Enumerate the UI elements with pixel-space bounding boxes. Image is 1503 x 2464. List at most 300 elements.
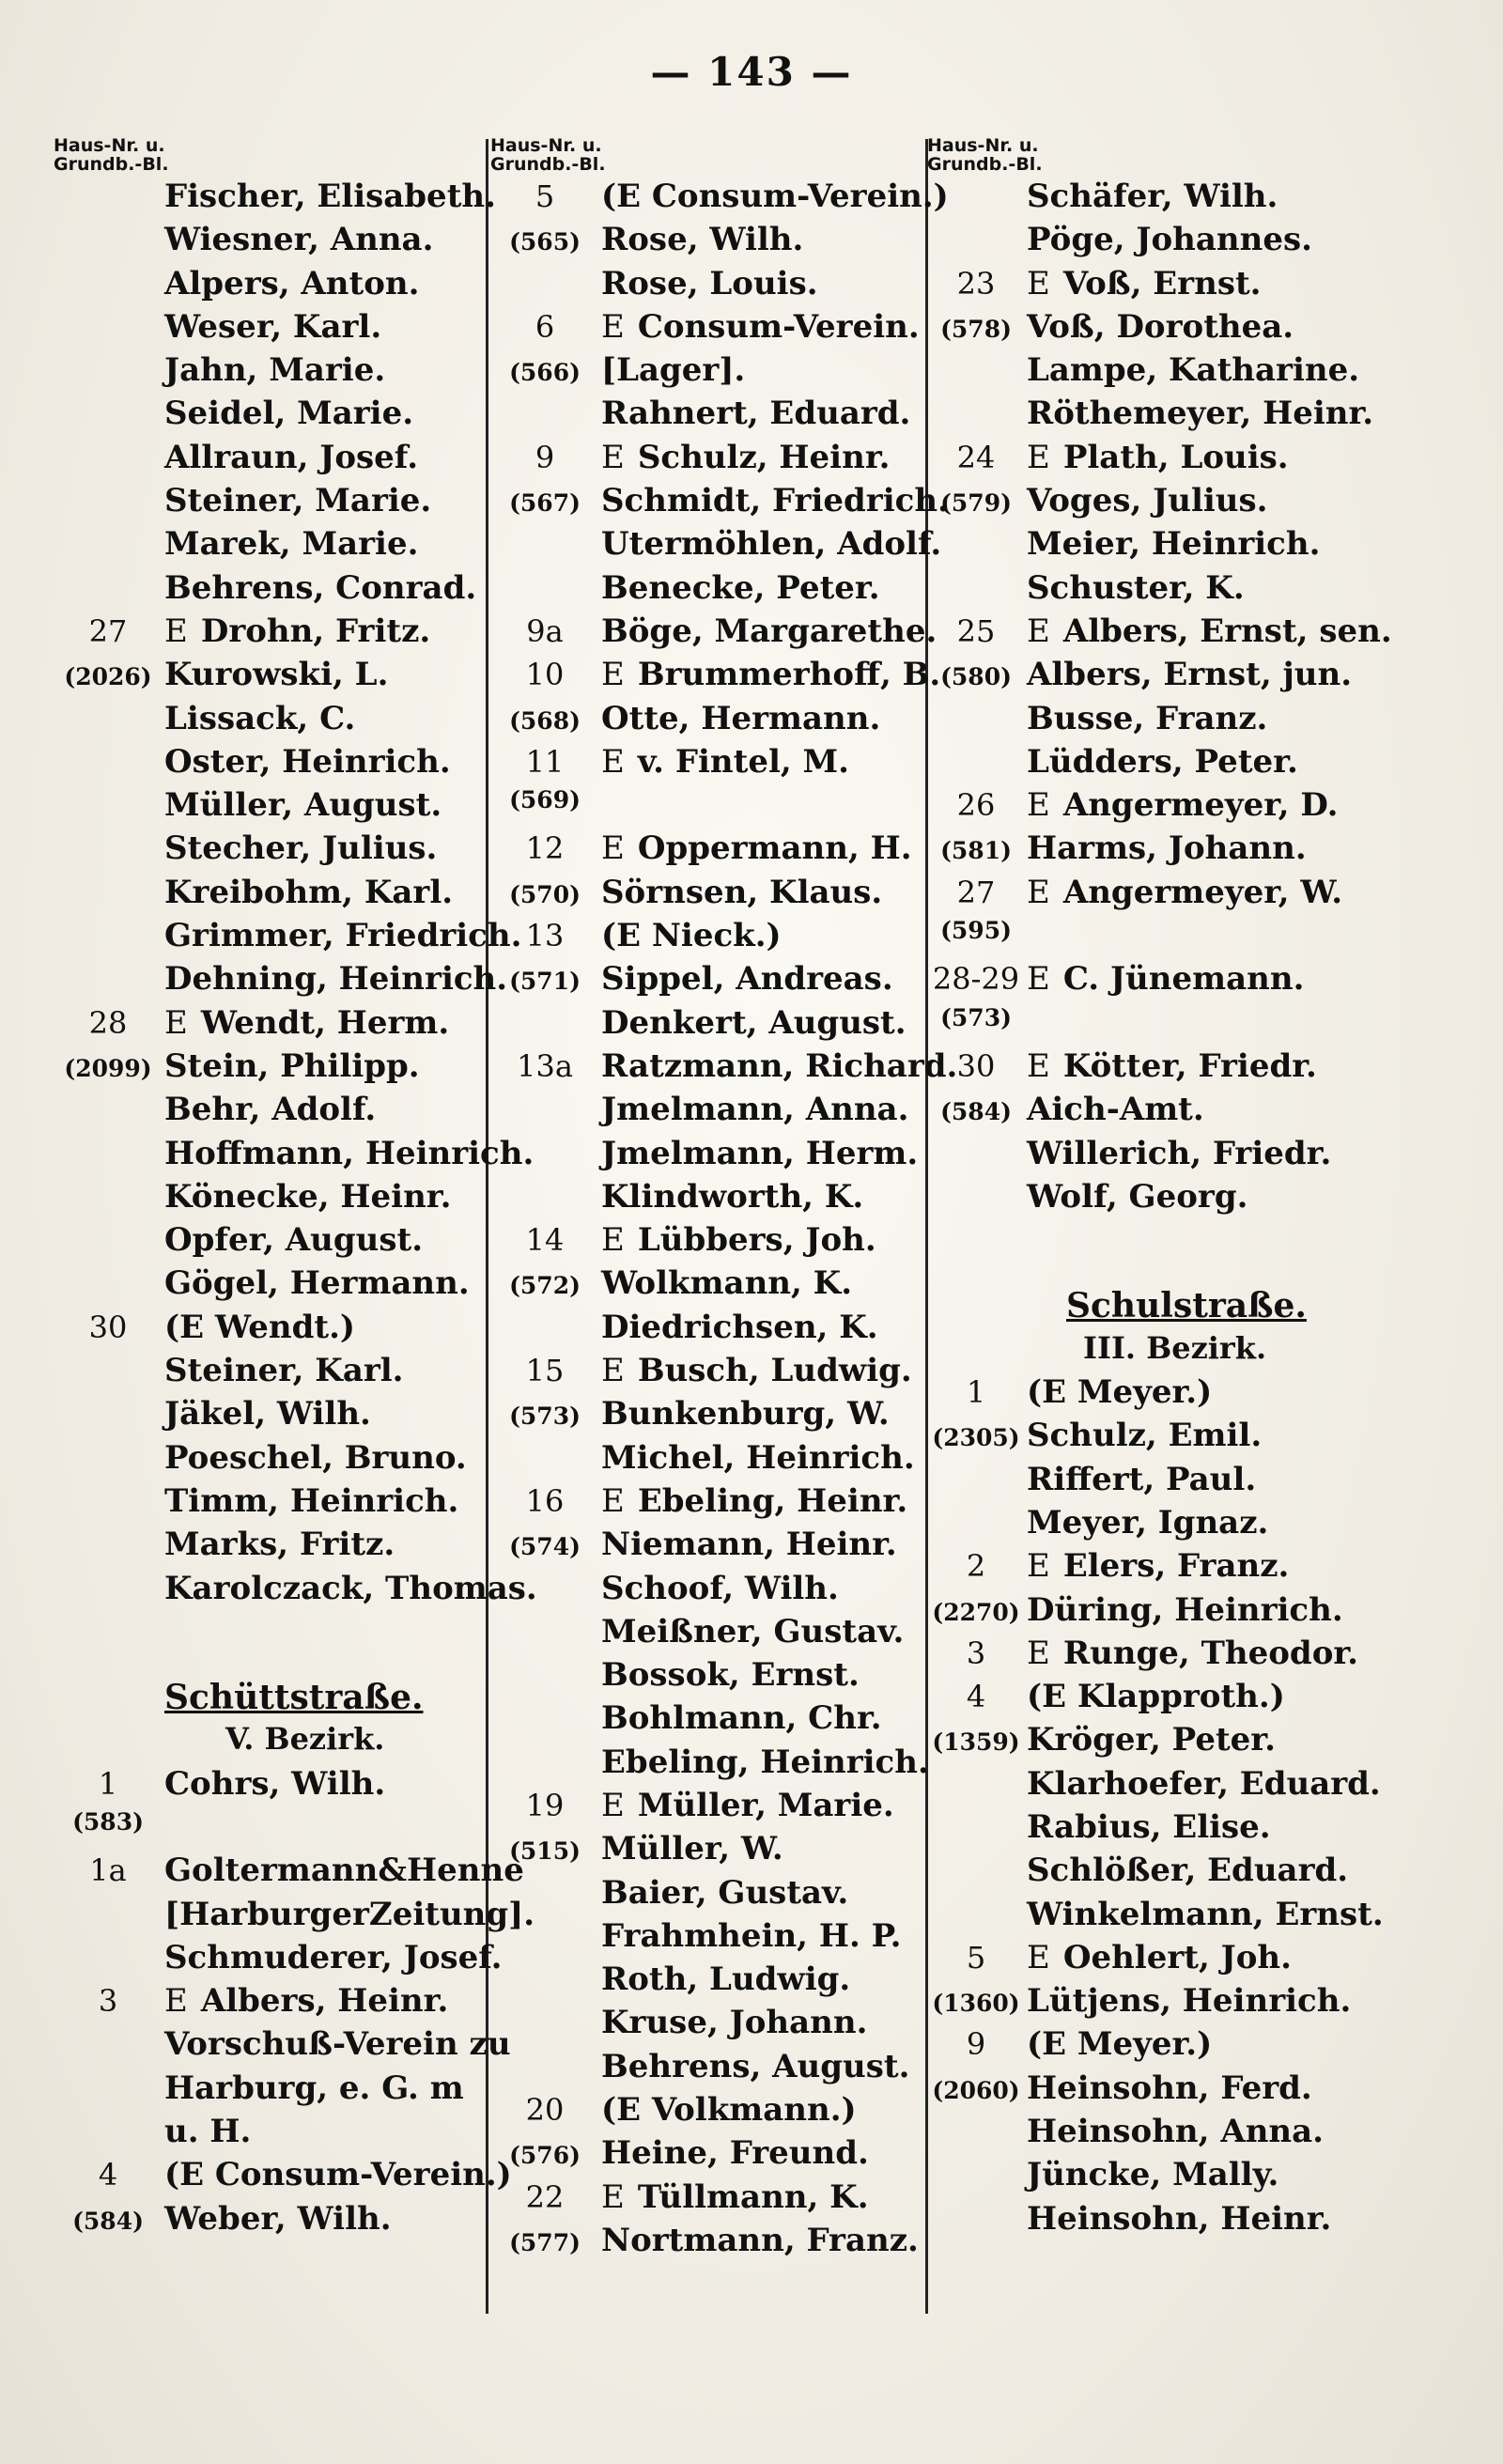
directory-entry [925,2113,1433,2156]
house-number: 16 [525,1482,565,1519]
resident-text: Böge, Margarethe. [601,612,937,650]
resident-name [601,1004,930,1042]
ledger-number: (572) [509,1272,581,1300]
owner-marker: E [1027,1547,1050,1586]
resident-text: Cohrs, Wilh. [164,1764,386,1803]
resident-text: Stecher, Julius. [164,829,438,868]
resident-name [601,1570,930,1607]
resident-name [164,178,496,215]
resident-text: (E Volkmann.) [601,2091,857,2130]
directory-entry [52,1178,493,1221]
blank-line [52,1656,493,1678]
ledger-number: (565) [509,228,581,256]
resident-text: Willerich, Friedr. [1027,1134,1332,1172]
resident-name [601,221,930,258]
directory-entry [925,1004,1433,1047]
resident-name [601,2134,930,2172]
house-number: 10 [525,657,565,693]
resident-name [601,439,930,476]
house-number: 3 [98,1983,118,2020]
house-number: 27 [88,612,128,649]
directory-entry [52,960,508,1003]
directory-entry [925,1852,1433,1895]
resident-text: Plath, Louis. [1062,438,1289,476]
owner-marker: E [1027,1634,1050,1672]
column-3 [925,136,1433,2325]
directory-entry [52,1004,493,1047]
resident-text: (E Consum-Verein.) [164,2156,512,2194]
resident-text: Benecke, Peter. [601,568,880,607]
resident-name [601,1221,930,1259]
resident-name [164,1395,493,1433]
ledger-number: (2099) [64,1054,152,1082]
resident-name [1027,656,1433,693]
resident-name [601,1699,930,1737]
ledger-number: (584) [72,2207,144,2235]
owner-marker: E [1027,612,1050,650]
house-number: 14 [525,1222,565,1259]
resident-text: Utermöhlen, Adolf. [601,525,942,564]
directory-entry [925,1547,1433,1590]
ledger-number: (1360) [932,1990,1020,2018]
directory-entry [52,1852,524,1895]
resident-text: Runge, Theodor. [1062,1634,1359,1672]
resident-name [601,265,930,302]
resident-text: Schulz, Emil. [1027,1417,1263,1455]
resident-name [1027,874,1433,911]
resident-name [164,1091,493,1128]
resident-name [1027,351,1433,389]
resident-text: Wiesner, Anna. [164,221,434,259]
ledger-number: (1359) [932,1728,1020,1757]
directory-entry [488,1309,930,1352]
directory-entry [925,1939,1433,1982]
house-number: 23 [956,265,996,302]
ledger-number: (595) [940,917,1012,945]
directory-entry [52,482,493,525]
directory-entry [488,351,930,395]
directory-entry [488,2091,930,2134]
resident-text: (E Wendt.) [164,1308,356,1346]
resident-text: (E Meyer.) [1027,1373,1213,1412]
owner-marker: E [601,829,625,868]
column-header-line: Haus-Nr. u. [54,135,165,156]
resident-text: Bunkenburg, W. [601,1395,890,1433]
directory-entry [488,1178,930,1221]
resident-name [601,1395,930,1433]
directory-entry [488,395,930,438]
resident-name [601,1309,930,1346]
directory-entry [488,1264,930,1308]
directory-entry [925,265,1433,308]
resident-text: [Lager]. [601,351,746,390]
resident-name [164,1526,493,1563]
directory-entry [52,1982,493,2025]
directory-entry [925,439,1433,482]
resident-text: Oster, Heinrich. [164,742,451,781]
resident-name [164,351,493,389]
directory-entry [488,1699,930,1743]
ledger-number: (580) [940,663,1012,691]
resident-text: Klindworth, K. [601,1177,864,1216]
directory-entry [488,569,930,612]
house-number: 6 [535,308,555,345]
directory-entry [488,525,942,568]
house-number: 2 [966,1548,986,1585]
resident-text: Lüdders, Peter. [1027,742,1298,781]
resident-name [1027,1178,1433,1216]
resident-name [601,1135,930,1172]
resident-name [1027,482,1433,519]
directory-entry [52,2025,511,2069]
owner-marker: E [601,1481,625,1520]
resident-name [1027,1721,1433,1759]
resident-name [1027,2069,1433,2107]
resident-name [164,1264,493,1302]
resident-text: Müller, W. [601,1830,783,1868]
resident-text: Otte, Hermann. [601,699,881,737]
directory-entry [52,1264,493,1308]
resident-text: Schlößer, Eduard. [1027,1852,1349,1890]
resident-text: Oppermann, H. [637,829,912,868]
resident-name [164,308,493,346]
resident-text: Weber, Wilh. [164,2199,392,2238]
column-2 [488,135,958,2325]
ledger-number: (2305) [932,1424,1020,1452]
resident-text: Karolczack, Thomas. [164,1569,537,1607]
directory-entry [52,1569,537,1613]
resident-name [164,2200,493,2238]
directory-entry [488,439,930,482]
blank-line [52,1613,493,1656]
resident-name [164,1939,503,1976]
directory-entry [925,525,1433,568]
owner-marker: E [164,612,188,650]
resident-text: Ebeling, Heinr. [637,1481,908,1520]
directory-entry [52,656,493,699]
resident-text: Meyer, Ignaz. [1027,1503,1269,1542]
resident-name [1027,2113,1433,2150]
resident-text: Behr, Adolf. [164,1091,377,1129]
directory-entry [488,786,930,829]
resident-name [1027,700,1433,737]
resident-name [164,1852,524,1889]
resident-name [164,1047,493,1085]
house-number: 26 [956,787,996,824]
resident-name [601,874,930,911]
ledger-number: (2060) [932,2076,1020,2104]
resident-text: Goltermann&Henne [164,1852,524,1890]
resident-text: Steiner, Karl. [164,1352,404,1390]
resident-text: Busch, Ludwig. [637,1352,912,1390]
resident-name [1027,1091,1433,1128]
resident-name [164,265,493,302]
resident-text: Röthemeyer, Heinr. [1027,395,1374,433]
directory-entry [52,1309,493,1352]
directory-entry [52,786,493,829]
owner-marker: E [1027,960,1050,999]
resident-name [601,2048,930,2085]
resident-text: C. Jünemann. [1062,960,1305,999]
resident-name [164,917,521,954]
owner-marker: E [164,1982,188,2021]
resident-text: Angermeyer, W. [1062,873,1343,911]
directory-entry [488,743,930,786]
resident-name [1027,439,1433,476]
directory-entry [488,1830,930,1873]
directory-entry [52,1526,493,1569]
district-label: V. Bezirk. [225,1721,385,1758]
resident-name [1027,1047,1433,1085]
resident-text: Winkelmann, Ernst. [1027,1895,1384,1933]
resident-name [601,482,949,519]
resident-name [1027,1982,1433,2020]
resident-name [601,917,930,954]
resident-text: Nortmann, Franz. [601,2221,919,2259]
ledger-number: (566) [509,359,581,387]
house-number: 24 [956,439,996,475]
resident-name [601,1613,930,1650]
ledger-number: (570) [509,880,581,908]
resident-text: Voß, Ernst. [1062,264,1262,302]
ledger-number: (573) [509,1402,581,1431]
ledger-number: (568) [509,706,581,735]
resident-name [601,1656,930,1694]
resident-text: Angermeyer, D. [1062,786,1339,825]
resident-text: Müller, Marie. [637,1786,894,1824]
directory-entry [488,1917,930,1960]
house-number: 30 [88,1309,128,1345]
directory-entry [925,1765,1433,1808]
house-number: 13 [525,918,565,954]
resident-text: Kreibohm, Karl. [164,873,454,911]
resident-name [164,874,493,911]
resident-text: Kruse, Johann. [601,2004,868,2042]
resident-text: Müller, August. [164,786,442,825]
resident-name [164,2069,493,2107]
resident-name [601,1178,930,1216]
directory-entry [925,1504,1433,1547]
directory-entry [925,1635,1433,1678]
resident-name [164,395,493,432]
resident-text: Voß, Dorothea. [1027,307,1294,346]
resident-text: Rabius, Elise. [1027,1807,1271,1846]
ledger-number: (577) [509,2228,581,2256]
directory-entry [925,2069,1433,2113]
ledger-number: (515) [509,1837,581,1866]
resident-text: Consum-Verein. [637,307,920,346]
resident-name [164,1004,493,1042]
column-header-line: Grundb.-Bl. [490,154,606,175]
house-number: 1a [89,1852,127,1889]
directory-entry [52,2156,512,2199]
directory-entry [52,1482,493,1526]
resident-name [164,656,493,693]
resident-name [601,1526,930,1563]
directory-entry [925,221,1433,264]
resident-text: Düring, Heinrich. [1027,1590,1343,1629]
resident-text: (E Klapproth.) [1027,1678,1285,1716]
directory-entry [52,265,493,308]
resident-text: Jahn, Marie. [164,351,386,390]
resident-text: Heine, Freund. [601,2134,869,2173]
resident-text: Alpers, Anton. [164,264,420,302]
resident-name [164,1352,493,1389]
directory-entry [52,700,493,743]
resident-name [601,1874,930,1912]
page-number: — 143 — [650,49,853,95]
resident-name [164,1482,493,1520]
resident-name [164,439,493,476]
directory-entry [488,829,930,873]
directory-entry [52,1395,493,1438]
directory-entry [925,1047,1433,1091]
directory-entry [488,265,930,308]
directory-entry [52,439,493,482]
resident-text: Baier, Gustav. [601,1873,849,1912]
directory-entry [52,308,493,351]
directory-entry [925,1678,1433,1721]
directory-entry [488,1960,930,2004]
directory-entry [488,612,937,656]
resident-text: Jäkel, Wilh. [164,1395,371,1433]
directory-entry [52,1047,493,1091]
resident-name [1027,1896,1433,1933]
resident-text: Lampe, Katharine. [1027,351,1360,390]
owner-marker: E [1027,438,1050,476]
house-number: 22 [525,2178,565,2215]
resident-text: Voges, Julius. [1027,482,1268,520]
resident-text: Meißner, Gustav. [601,1612,905,1650]
resident-text: Heinsohn, Anna. [1027,2113,1325,2151]
resident-name [601,2178,930,2216]
directory-entry [52,917,522,960]
district-label: III. Bezirk. [1083,1329,1267,1366]
resident-text: Wendt, Herm. [200,1003,450,1042]
directory-entry [925,178,1433,221]
resident-name [1027,829,1433,867]
resident-text: Tüllmann, K. [637,2177,869,2216]
column-header [927,136,1433,178]
ledger-number: (578) [940,315,1012,343]
directory-entry [925,1591,1433,1635]
resident-text: Rose, Wilh. [601,221,804,259]
resident-text: Diedrichsen, K. [601,1308,878,1346]
resident-name [601,1047,957,1085]
column-header-line: Grundb.-Bl. [927,154,1043,175]
resident-text: Opfer, August. [164,1221,424,1260]
directory-entry [488,1482,930,1526]
resident-name [1027,1765,1433,1803]
resident-name [164,1765,493,1803]
column-header [54,136,493,178]
resident-text: v. Fintel, M. [637,742,850,781]
owner-marker: E [601,656,625,694]
ledger-number: (583) [72,1807,144,1836]
resident-text: Albers, Ernst, jun. [1027,656,1353,694]
directory-entry [52,1091,493,1134]
resident-name [601,1743,930,1781]
directory-entry [52,1765,493,1808]
directory-entry [488,221,930,264]
directory-entry [925,743,1433,786]
resident-text: Seidel, Marie. [164,395,414,433]
resident-name [1027,1417,1433,1454]
house-number: 5 [966,1939,986,1976]
directory-entry [488,656,941,699]
directory-entry [488,178,949,221]
resident-name [601,612,937,650]
resident-name [1027,525,1433,563]
resident-name [164,569,493,607]
resident-text: Lütjens, Heinrich. [1027,1982,1352,2021]
resident-text: u. H. [164,2113,252,2151]
resident-name [164,612,493,650]
resident-text: Allraun, Josef. [164,438,419,476]
house-number: 9a [526,612,564,649]
resident-name [601,1830,930,1867]
ledger-number: (569) [509,786,581,814]
resident-name [601,743,930,781]
directory-entry [925,351,1433,395]
resident-name [164,482,493,519]
resident-name [601,1917,930,1955]
resident-text: Sörnsen, Klaus. [601,873,883,911]
resident-name [601,308,930,346]
directory-entry [925,2200,1433,2243]
resident-name [601,1960,930,1998]
directory-entry [488,874,930,917]
resident-text: Wolf, Georg. [1027,1177,1248,1216]
directory-entry [925,656,1433,699]
directory-entry [925,1417,1433,1460]
resident-name [1027,178,1433,215]
resident-text: Rose, Louis. [601,264,818,302]
directory-entry [488,960,930,1003]
directory-entry [488,1874,930,1917]
directory-entry [488,308,930,351]
directory-entry [925,1135,1433,1178]
directory-entry [488,1352,930,1395]
resident-text: [HarburgerZeitung]. [164,1895,535,1933]
resident-name [164,1221,493,1259]
resident-name [1027,1135,1433,1172]
resident-name [1027,308,1433,346]
directory-entry [925,1461,1433,1504]
resident-name [601,2004,930,2041]
directory-entry [488,1046,958,1091]
ledger-number: (2270) [932,1598,1020,1626]
house-number: 9 [966,2026,986,2063]
blank-line [925,1221,1433,1264]
street-heading: Schüttstraße. [164,1678,424,1718]
column-1 [52,135,537,2325]
column-header-line: Haus-Nr. u. [927,135,1039,156]
directory-entry [52,569,493,612]
directory-entry [52,221,493,264]
resident-text: Marek, Marie. [164,525,419,564]
owner-marker: E [601,742,625,781]
directory-entry [488,2134,930,2177]
directory-entry [52,351,493,395]
directory-entry [488,1526,930,1569]
directory-entry [52,525,493,568]
resident-text: Hoffmann, Heinrich. [164,1134,535,1172]
owner-marker: E [601,1221,625,1260]
resident-text: Könecke, Heinr. [164,1177,452,1216]
resident-name [164,1439,493,1477]
resident-text: Schäfer, Wilh. [1027,178,1278,215]
